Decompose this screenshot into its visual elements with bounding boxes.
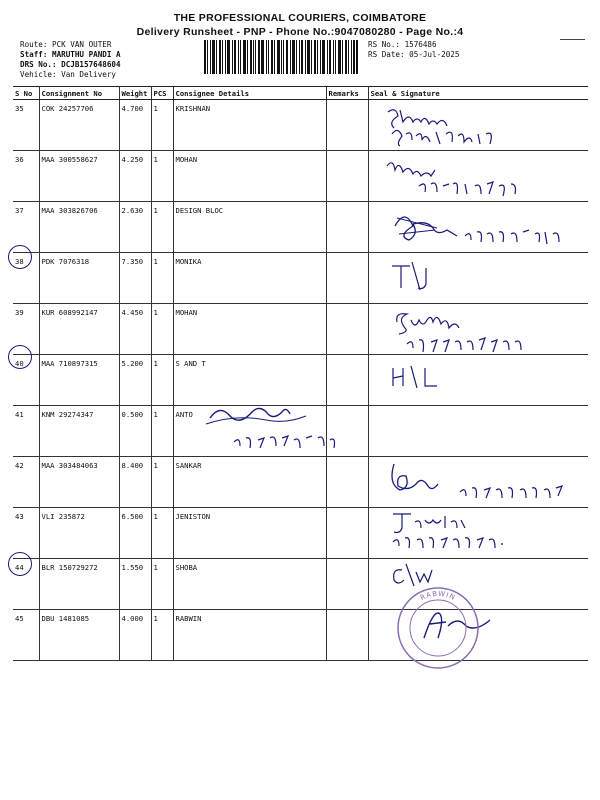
- pieces-cell: 1: [151, 610, 173, 661]
- table-header-row: [13, 87, 588, 100]
- pieces-cell: 1: [151, 355, 173, 406]
- pen-circle-mark: [8, 552, 32, 576]
- consignee-cell: DESIGN BLOC: [173, 202, 326, 253]
- consignment-number-cell: MAA 303484063: [39, 457, 119, 508]
- serial-number-cell: 43: [13, 508, 39, 559]
- serial-number-cell: 42: [13, 457, 39, 508]
- serial-number-cell: 44: [13, 559, 39, 610]
- consignee-cell: MOHAN: [173, 304, 326, 355]
- table-row: [13, 100, 588, 151]
- column-header: Consignee Details: [173, 87, 326, 100]
- signature-cell: [368, 355, 588, 406]
- rs-date-text: RS Date: 05-Jul-2025: [368, 50, 460, 59]
- column-header: Weight: [119, 87, 151, 100]
- serial-number-cell: 36: [13, 151, 39, 202]
- consignee-cell: ANTO: [173, 406, 326, 457]
- consignment-number-cell: MAA 710897315: [39, 355, 119, 406]
- consignee-cell: RABWIN: [173, 610, 326, 661]
- consignee-cell: SHOBA: [173, 559, 326, 610]
- weight-cell: 4.250: [119, 151, 151, 202]
- consignment-number-cell: COK 24257706: [39, 100, 119, 151]
- column-header: Consignment No: [39, 87, 119, 100]
- consignee-cell: KRISHNAN: [173, 100, 326, 151]
- remarks-cell: [326, 151, 368, 202]
- remarks-cell: [326, 100, 368, 151]
- barcode-graphic: [204, 40, 358, 74]
- weight-cell: 4.700: [119, 100, 151, 151]
- table-row: [13, 406, 588, 457]
- consignment-number-cell: MAA 300558627: [39, 151, 119, 202]
- pieces-cell: 1: [151, 559, 173, 610]
- table-row: [13, 559, 588, 610]
- weight-cell: 4.000: [119, 610, 151, 661]
- consignment-number-cell: PDK 7076318: [39, 253, 119, 304]
- consignee-cell: S AND T: [173, 355, 326, 406]
- table-row: [13, 355, 588, 406]
- table-row: [13, 304, 588, 355]
- serial-number-cell: 37: [13, 202, 39, 253]
- weight-cell: 8.400: [119, 457, 151, 508]
- company-seal-stamp: [396, 586, 480, 670]
- table-row: [13, 508, 588, 559]
- consignee-cell: MOHAN: [173, 151, 326, 202]
- pieces-cell: 1: [151, 457, 173, 508]
- weight-cell: 7.350: [119, 253, 151, 304]
- remarks-cell: [326, 610, 368, 661]
- table-row: [13, 151, 588, 202]
- pieces-cell: 1: [151, 202, 173, 253]
- column-header: Remarks: [326, 87, 368, 100]
- consignee-cell: MONIKA: [173, 253, 326, 304]
- signature-cell: [368, 406, 588, 457]
- remarks-cell: [326, 253, 368, 304]
- seal-text: RABWIN: [419, 589, 457, 603]
- remarks-cell: [326, 559, 368, 610]
- consignment-number-cell: BLR 150729272: [39, 559, 119, 610]
- document-subtitle: Delivery Runsheet - PNP - Phone No.:9047080280 - Page No.:4: [136, 26, 464, 38]
- pieces-cell: 1: [151, 508, 173, 559]
- signature-cell: [368, 100, 588, 151]
- consignment-number-cell: DBU 1481085: [39, 610, 119, 661]
- runsheet-meta-left: [20, 40, 121, 80]
- weight-cell: 5.200: [119, 355, 151, 406]
- signature-cell: [368, 202, 588, 253]
- runsheet-meta-right: [368, 40, 459, 60]
- signature-cell: [368, 151, 588, 202]
- weight-cell: 1.550: [119, 559, 151, 610]
- pieces-cell: 1: [151, 100, 173, 151]
- signature-cell: [368, 253, 588, 304]
- consignment-number-cell: VLI 235872: [39, 508, 119, 559]
- staff-text: Staff: MARUTHU PANDI A: [20, 50, 121, 59]
- table-row: [13, 457, 588, 508]
- serial-number-cell: 40: [13, 355, 39, 406]
- consignee-cell: JENISTON: [173, 508, 326, 559]
- rs-number-text: RS No.: 1576486: [368, 40, 437, 49]
- drs-text: DRS No.: DCJB157648604: [20, 60, 121, 69]
- column-header: PCS: [151, 87, 173, 100]
- remarks-cell: [326, 355, 368, 406]
- remarks-cell: [326, 457, 368, 508]
- serial-number-cell: 38: [13, 253, 39, 304]
- weight-cell: 4.450: [119, 304, 151, 355]
- table-row: [13, 253, 588, 304]
- vehicle-text: Vehicle: Van Delivery: [20, 70, 117, 79]
- column-header: S No: [13, 87, 39, 100]
- signature-cell: [368, 508, 588, 559]
- table-row: [13, 202, 588, 253]
- consignment-number-cell: KNM 29274347: [39, 406, 119, 457]
- serial-number-cell: 41: [13, 406, 39, 457]
- table-row: [13, 610, 588, 661]
- column-header: Seal & Signature: [368, 87, 588, 100]
- pieces-cell: 1: [151, 253, 173, 304]
- pen-circle-mark: [8, 345, 32, 369]
- weight-cell: 6.500: [119, 508, 151, 559]
- document-title: THE PROFESSIONAL COURIERS, COIMBATORE: [173, 12, 427, 24]
- pieces-cell: 1: [151, 151, 173, 202]
- serial-number-cell: 35: [13, 100, 39, 151]
- signature-cell: [368, 304, 588, 355]
- pieces-cell: 1: [151, 304, 173, 355]
- weight-cell: 0.500: [119, 406, 151, 457]
- delivery-table: [13, 86, 588, 661]
- remarks-cell: [326, 304, 368, 355]
- consignment-number-cell: MAA 303826706: [39, 202, 119, 253]
- consignment-number-cell: KUR 608992147: [39, 304, 119, 355]
- pen-circle-mark: [8, 245, 32, 269]
- corner-dash: [560, 39, 585, 40]
- remarks-cell: [326, 406, 368, 457]
- serial-number-cell: 39: [13, 304, 39, 355]
- serial-number-cell: 45: [13, 610, 39, 661]
- consignee-cell: SANKAR: [173, 457, 326, 508]
- signature-cell: [368, 457, 588, 508]
- remarks-cell: [326, 508, 368, 559]
- weight-cell: 2.630: [119, 202, 151, 253]
- pieces-cell: 1: [151, 406, 173, 457]
- route-text: Route: PCK VAN OUTER: [20, 40, 112, 49]
- remarks-cell: [326, 202, 368, 253]
